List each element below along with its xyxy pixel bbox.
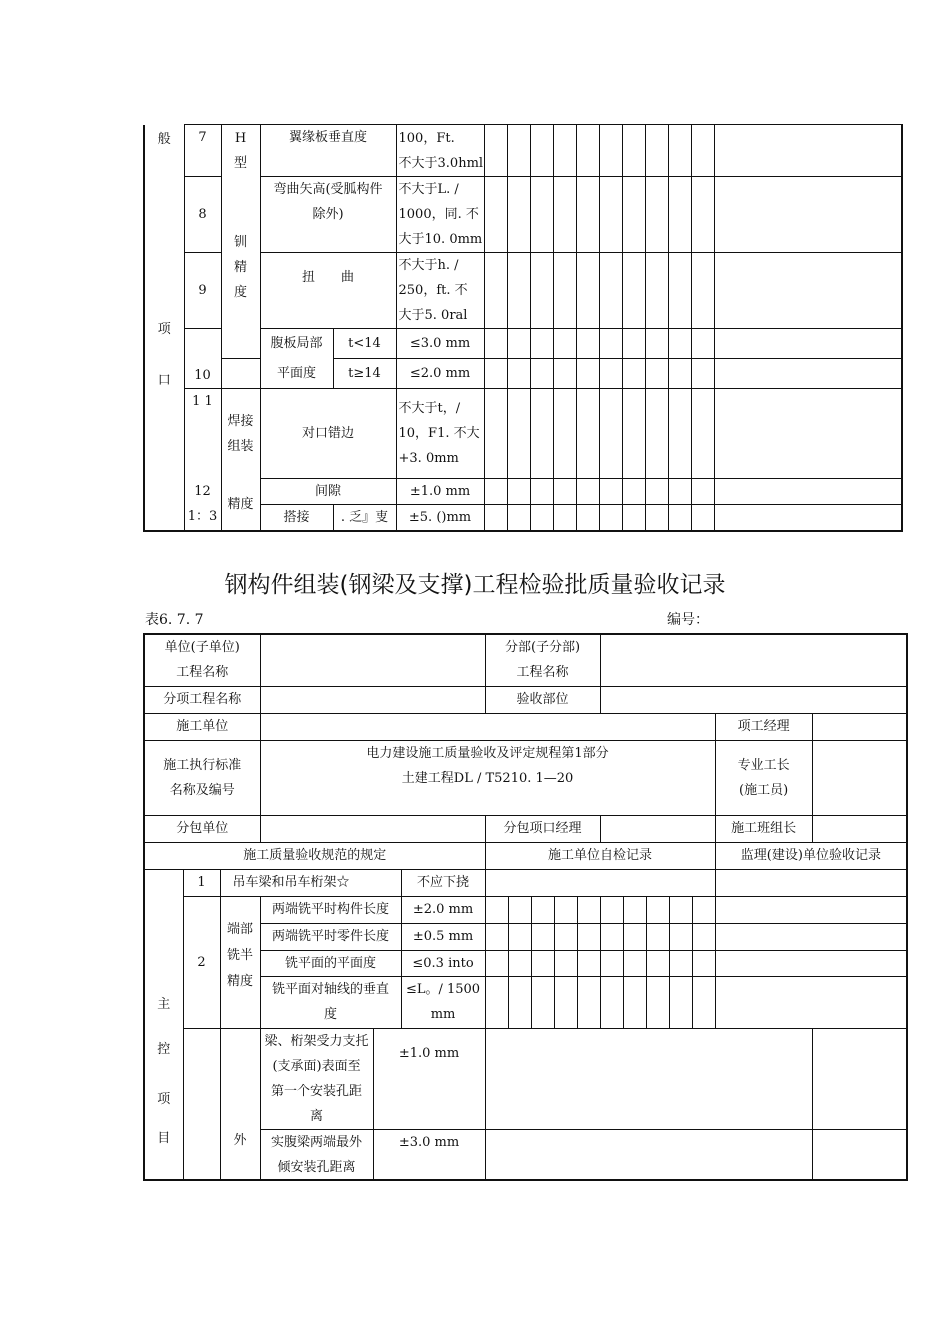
check-cell[interactable] <box>553 253 576 329</box>
check-cell[interactable] <box>553 359 576 389</box>
check-cell[interactable] <box>531 896 554 923</box>
check-cell[interactable] <box>669 950 692 976</box>
check-cell[interactable] <box>530 177 553 253</box>
spec-header: 施工质量验收规范的规定 <box>144 842 485 869</box>
row-number: 2 <box>183 896 220 1028</box>
check-cell[interactable] <box>576 389 599 479</box>
check-cell[interactable] <box>599 177 622 253</box>
check-cell[interactable] <box>691 177 714 253</box>
check-cell[interactable] <box>668 329 691 359</box>
self-check-cell[interactable] <box>485 1028 812 1129</box>
check-cell[interactable] <box>531 950 554 976</box>
category-end-milling: 端部 铣半 精度 <box>220 896 260 1028</box>
contractor-label: 施工单位 <box>144 713 260 740</box>
check-cell[interactable] <box>484 389 507 479</box>
check-cell[interactable] <box>646 976 669 1028</box>
check-cell[interactable] <box>645 359 668 389</box>
check-cell[interactable] <box>623 950 646 976</box>
check-cell[interactable] <box>508 896 531 923</box>
sub-pm-label: 分包项口经理 <box>485 815 600 842</box>
supervisor-header: 监理(建设)单位验收记录 <box>715 842 907 869</box>
item-name-label: 分项工程名称 <box>144 686 260 713</box>
acceptance-cell[interactable] <box>714 177 902 253</box>
acceptance-cell[interactable] <box>715 869 907 896</box>
check-cell[interactable] <box>622 125 645 177</box>
row-number: 10 <box>184 329 221 389</box>
check-cell[interactable] <box>668 505 691 532</box>
self-check-header: 施工单位自检记录 <box>485 842 715 869</box>
check-cell[interactable] <box>645 389 668 479</box>
check-cell[interactable] <box>599 329 622 359</box>
check-cell[interactable] <box>645 505 668 532</box>
check-cell[interactable] <box>599 125 622 177</box>
general-items-label: 般 项 口 <box>144 125 184 505</box>
check-cell[interactable] <box>530 329 553 359</box>
acceptance-cell[interactable] <box>715 923 907 950</box>
check-cell[interactable] <box>692 976 715 1028</box>
check-cell[interactable] <box>530 359 553 389</box>
check-cell[interactable] <box>668 125 691 177</box>
check-cell[interactable] <box>530 479 553 505</box>
acceptance-cell[interactable] <box>714 389 902 479</box>
check-cell[interactable] <box>668 359 691 389</box>
sub-condition: t≥14 <box>333 359 396 389</box>
check-cell[interactable] <box>599 389 622 479</box>
check-cell[interactable] <box>507 389 530 479</box>
standard-label: 施工执行标准 名称及编号 <box>144 740 260 815</box>
check-cell[interactable] <box>485 923 508 950</box>
check-cell[interactable] <box>484 505 507 532</box>
row-number: 7 <box>184 125 221 177</box>
check-cell[interactable] <box>507 177 530 253</box>
acceptance-cell[interactable] <box>812 1028 907 1129</box>
check-cell[interactable] <box>507 329 530 359</box>
unit-name-label: 单位(子单位) 工程名称 <box>144 634 260 686</box>
item-name: 实腹梁两端最外 倾安装孔距离 <box>260 1129 373 1180</box>
check-cell[interactable] <box>645 253 668 329</box>
tolerance: ±1.0 mm <box>373 1028 485 1129</box>
check-cell[interactable] <box>600 896 623 923</box>
acceptance-cell[interactable] <box>714 329 902 359</box>
check-cell[interactable] <box>669 976 692 1028</box>
item-name: 梁、桁架受力支托 (支承面)表面至 第一个安装孔距 离 <box>260 1028 373 1129</box>
contractor-value[interactable] <box>260 713 715 740</box>
check-cell[interactable] <box>576 505 599 532</box>
sub-condition: t<14 <box>333 329 396 359</box>
item-name: 吊车梁和吊车桁架☆ <box>220 869 401 896</box>
check-cell[interactable] <box>600 976 623 1028</box>
check-cell[interactable] <box>623 923 646 950</box>
acceptance-cell[interactable] <box>715 976 907 1028</box>
check-cell[interactable] <box>622 505 645 532</box>
foreman-value[interactable] <box>812 740 907 815</box>
check-cell[interactable] <box>576 359 599 389</box>
check-cell[interactable] <box>508 950 531 976</box>
accept-part-label: 验收部位 <box>485 686 600 713</box>
check-cell[interactable] <box>576 253 599 329</box>
check-cell[interactable] <box>485 950 508 976</box>
self-check-cell[interactable] <box>485 1129 812 1180</box>
row-number: 8 <box>184 177 221 253</box>
item-name: 扭 曲 <box>260 253 396 329</box>
sub-unit-name-label: 分部(子分部) 工程名称 <box>485 634 600 686</box>
table-number: 表6. 7. 7 <box>145 612 204 628</box>
tolerance: ±3.0 mm <box>373 1129 485 1180</box>
pm-label: 项工经理 <box>715 713 812 740</box>
page-title: 钢构件组装(钢梁及支撑)工程检验批质量验收记录 <box>224 572 726 598</box>
check-cell[interactable] <box>576 177 599 253</box>
tolerance: ≤3.0 mm <box>396 329 484 359</box>
check-cell[interactable] <box>599 253 622 329</box>
check-cell[interactable] <box>599 505 622 532</box>
tolerance: ±1.0 mm <box>396 479 484 505</box>
acceptance-cell[interactable] <box>714 359 902 389</box>
accept-part-value[interactable] <box>600 686 907 713</box>
check-cell[interactable] <box>622 479 645 505</box>
row-number: 9 <box>184 253 221 329</box>
category-precision-2: 精度 <box>221 479 260 532</box>
item-name: 搭接 <box>260 505 333 532</box>
foreman-label: 专业工长 (施工员) <box>715 740 812 815</box>
item-name: 两端铣平时零件长度 <box>260 923 401 950</box>
check-cell[interactable] <box>645 125 668 177</box>
unit-name-value[interactable] <box>260 634 485 686</box>
check-cell[interactable] <box>622 329 645 359</box>
check-cell[interactable] <box>645 479 668 505</box>
check-cell[interactable] <box>668 177 691 253</box>
check-cell[interactable] <box>530 125 553 177</box>
item-name: 平面度 <box>260 359 333 389</box>
check-cell[interactable] <box>554 976 577 1028</box>
sub-unit-name-value[interactable] <box>600 634 907 686</box>
check-cell[interactable] <box>553 479 576 505</box>
tolerance: 不大于h. / 250，ft. 不 大于5. 0ral <box>396 253 484 329</box>
inspection-table-continued <box>143 124 903 532</box>
check-cell[interactable] <box>507 253 530 329</box>
check-cell[interactable] <box>484 177 507 253</box>
sub-condition: . 乏』叓 <box>333 505 396 532</box>
tolerance: 不大于t，/ 10，F1. 不大 +3. 0mm <box>396 389 484 479</box>
tolerance: ±5. ()mm <box>396 505 484 532</box>
acceptance-cell[interactable] <box>714 125 902 177</box>
tolerance: ±0.5 mm <box>401 923 485 950</box>
check-cell[interactable] <box>484 359 507 389</box>
check-cell[interactable] <box>692 950 715 976</box>
check-cell[interactable] <box>600 950 623 976</box>
item-name: 两端铣平时构件长度 <box>260 896 401 923</box>
check-cell[interactable] <box>646 923 669 950</box>
check-cell[interactable] <box>553 505 576 532</box>
check-cell[interactable] <box>485 896 508 923</box>
check-cell[interactable] <box>553 389 576 479</box>
check-cell[interactable] <box>577 976 600 1028</box>
check-cell[interactable] <box>691 125 714 177</box>
check-cell[interactable] <box>484 479 507 505</box>
check-cell[interactable] <box>554 923 577 950</box>
item-name: 腹板局部 <box>260 329 333 359</box>
check-cell[interactable] <box>692 923 715 950</box>
item-name: 铣平面对轴线的垂直 度 <box>260 976 401 1028</box>
row-number <box>183 1028 220 1180</box>
check-cell[interactable] <box>669 896 692 923</box>
main-control-label: 主 控 项 目 <box>144 869 183 1180</box>
row-number: 1 <box>183 869 220 896</box>
standard-value: 电力建设施工质量验收及评定规程第1部分 土建工程DL / T5210. 1—20 <box>260 740 715 815</box>
check-cell[interactable] <box>577 923 600 950</box>
tolerance: 100，Ft. 不大于3.0hml <box>396 125 484 177</box>
tolerance: 不大于L. / 1000，同. 不 大于10. 0mm <box>396 177 484 253</box>
category-outer: 外 <box>220 1028 260 1180</box>
category-h-type: H 型 <box>221 125 260 177</box>
sub-pm-value[interactable] <box>600 815 715 842</box>
check-cell[interactable] <box>531 976 554 1028</box>
item-name: 翼缘板垂直度 <box>260 125 396 177</box>
check-cell[interactable] <box>507 359 530 389</box>
acceptance-cell[interactable] <box>812 1129 907 1180</box>
check-cell[interactable] <box>576 125 599 177</box>
category-precision: 钏 精 度 <box>221 177 260 359</box>
check-cell[interactable] <box>508 923 531 950</box>
tolerance: ≤2.0 mm <box>396 359 484 389</box>
check-cell[interactable] <box>623 976 646 1028</box>
self-check-cell[interactable] <box>485 869 715 896</box>
check-cell[interactable] <box>599 479 622 505</box>
tolerance: ±2.0 mm <box>401 896 485 923</box>
check-cell[interactable] <box>530 389 553 479</box>
acceptance-cell[interactable] <box>714 505 902 532</box>
check-cell[interactable] <box>692 896 715 923</box>
check-cell[interactable] <box>507 505 530 532</box>
acceptance-cell[interactable] <box>714 253 902 329</box>
check-cell[interactable] <box>507 479 530 505</box>
check-cell[interactable] <box>553 125 576 177</box>
item-name: 间隙 <box>260 479 396 505</box>
check-cell[interactable] <box>553 329 576 359</box>
check-cell[interactable] <box>668 479 691 505</box>
check-cell[interactable] <box>645 329 668 359</box>
check-cell[interactable] <box>576 479 599 505</box>
check-cell[interactable] <box>554 896 577 923</box>
check-cell[interactable] <box>669 923 692 950</box>
check-cell[interactable] <box>531 923 554 950</box>
check-cell[interactable] <box>484 329 507 359</box>
tolerance: ≤L。/ 1500 mm <box>401 976 485 1028</box>
check-cell[interactable] <box>623 896 646 923</box>
row-number: 1 1 <box>184 389 221 479</box>
item-name: 铣平面的平面度 <box>260 950 401 976</box>
acceptance-record-table <box>143 633 908 1181</box>
check-cell[interactable] <box>484 125 507 177</box>
check-cell[interactable] <box>553 177 576 253</box>
acceptance-cell[interactable] <box>715 950 907 976</box>
team-leader-value[interactable] <box>812 815 907 842</box>
check-cell[interactable] <box>622 389 645 479</box>
category-blank <box>221 359 260 389</box>
check-cell[interactable] <box>691 253 714 329</box>
team-leader-label: 施工班组长 <box>715 815 812 842</box>
check-cell[interactable] <box>691 479 714 505</box>
check-cell[interactable] <box>668 389 691 479</box>
tolerance: ≤0.3 into <box>401 950 485 976</box>
check-cell[interactable] <box>691 329 714 359</box>
pm-value[interactable] <box>812 713 907 740</box>
row-number: 12 1：3 <box>184 479 221 532</box>
check-cell[interactable] <box>622 253 645 329</box>
tolerance: 不应下挠 <box>401 869 485 896</box>
check-cell[interactable] <box>530 505 553 532</box>
check-cell[interactable] <box>484 253 507 329</box>
check-cell[interactable] <box>577 896 600 923</box>
check-cell[interactable] <box>530 253 553 329</box>
check-cell[interactable] <box>622 177 645 253</box>
check-cell[interactable] <box>600 923 623 950</box>
check-cell[interactable] <box>646 950 669 976</box>
item-name-value[interactable] <box>260 686 485 713</box>
check-cell[interactable] <box>622 359 645 389</box>
check-cell[interactable] <box>691 389 714 479</box>
check-cell[interactable] <box>508 976 531 1028</box>
check-cell[interactable] <box>485 976 508 1028</box>
serial-number-label: 编号： <box>667 612 709 628</box>
subcontractor-label: 分包单位 <box>144 815 260 842</box>
check-cell[interactable] <box>599 359 622 389</box>
check-cell[interactable] <box>576 329 599 359</box>
check-cell[interactable] <box>507 125 530 177</box>
check-cell[interactable] <box>691 359 714 389</box>
check-cell[interactable] <box>668 253 691 329</box>
category-weld-assembly: 焊接 组装 <box>221 389 260 479</box>
check-cell[interactable] <box>577 950 600 976</box>
check-cell[interactable] <box>691 505 714 532</box>
item-name: 弯曲矢高(受胍构件 除外) <box>260 177 396 253</box>
acceptance-cell[interactable] <box>715 896 907 923</box>
check-cell[interactable] <box>646 896 669 923</box>
check-cell[interactable] <box>554 950 577 976</box>
check-cell[interactable] <box>645 177 668 253</box>
subcontractor-value[interactable] <box>260 815 485 842</box>
general-items-label-tail <box>144 505 184 532</box>
item-name: 对口错边 <box>260 389 396 479</box>
acceptance-cell[interactable] <box>714 479 902 505</box>
